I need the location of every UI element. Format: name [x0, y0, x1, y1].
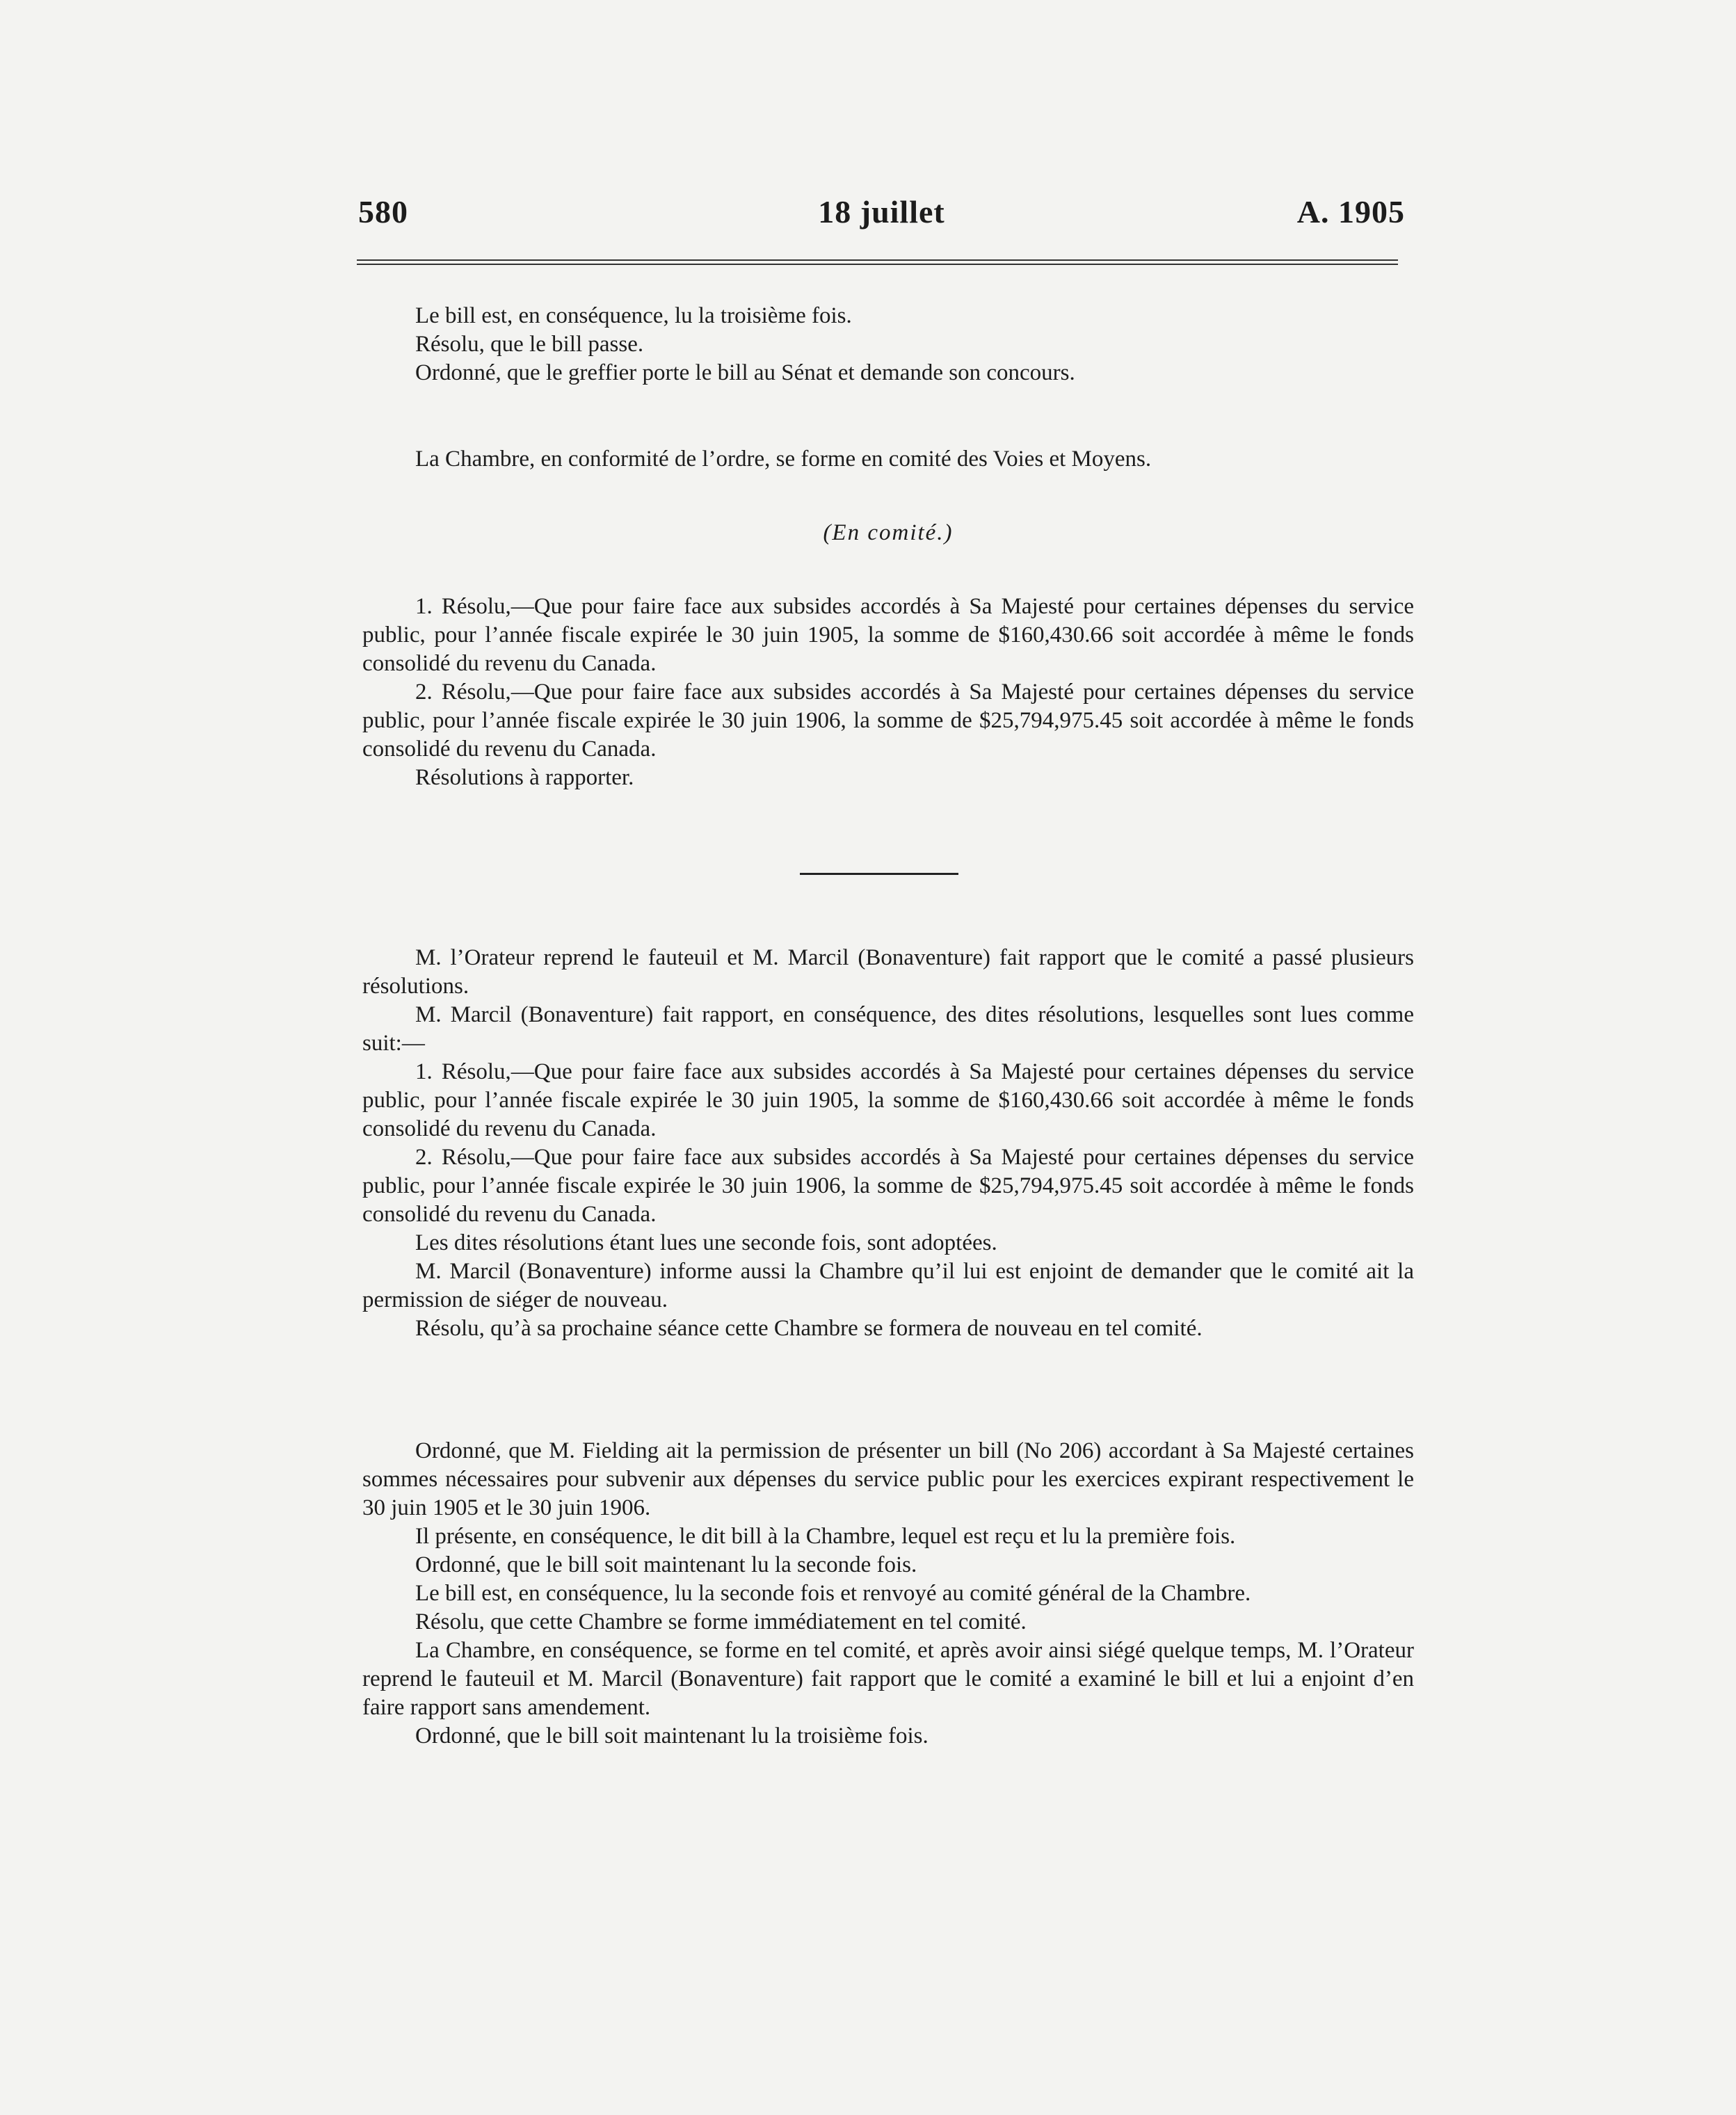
header-year: A. 1905 — [1296, 194, 1405, 230]
paragraph: 1. Résolu,—Que pour faire face aux subsides accordés à Sa Majesté pour certaines dépenses du service public, pour l’année fiscale expirée le 30 juin 1905, la somme de $160,430.66 soit accordée à même le fonds consolidé du revenu du Canada. — [362, 1059, 1414, 1141]
paragraph: Le bill est, en conséquence, lu la seconde fois et renvoyé au comité général de la Chambre. — [415, 1581, 1251, 1606]
paragraph: Ordonné, que le greffier porte le bill au Sénat et demande son concours. — [415, 360, 1075, 385]
paragraph: Résolutions à rapporter. — [415, 765, 634, 790]
paragraph: Ordonné, que le bill soit maintenant lu la seconde fois. — [415, 1552, 917, 1577]
section-divider — [800, 873, 958, 875]
paragraph: 2. Résolu,—Que pour faire face aux subsides accordés à Sa Majesté pour certaines dépenses du service public, pour l’année fiscale expirée le 30 juin 1906, la somme de $25,794,975.45 soit accordée à même le fonds consolidé du revenu du Canada. — [362, 679, 1414, 762]
paragraph: Ordonné, que M. Fielding ait la permission de présenter un bill (No 206) accordant à Sa Majesté certaines sommes nécessaires pour subvenir aux dépenses du service public pour les exercices expirant respectivement le 30 juin 1905 et le 30 juin 1906. — [362, 1438, 1414, 1520]
paragraph: Résolu, qu’à sa prochaine séance cette Chambre se formera de nouveau en tel comité. — [415, 1316, 1203, 1341]
paragraph: M. l’Orateur reprend le fauteuil et M. Marcil (Bonaventure) fait rapport que le comité a passé plusieurs résolutions. — [362, 945, 1414, 999]
paragraph: Résolu, que cette Chambre se forme immédiatement en tel comité. — [415, 1609, 1027, 1634]
paragraph: M. Marcil (Bonaventure) fait rapport, en conséquence, des dites résolutions, lesquelles sont lues comme suit:— — [362, 1002, 1414, 1056]
committee-resolutions-section — [362, 593, 1414, 792]
page-number: 580 — [358, 194, 408, 230]
paragraph: M. Marcil (Bonaventure) informe aussi la Chambre qu’il lui est enjoint de demander que le comité ait la permission de siéger de nouveau. — [362, 1259, 1414, 1312]
paragraph: 2. Résolu,—Que pour faire face aux subsides accordés à Sa Majesté pour certaines dépenses du service public, pour l’année fiscale expirée le 30 juin 1906, la somme de $25,794,975.45 soit accordée à même le fonds consolidé du revenu du Canada. — [362, 1145, 1414, 1227]
paragraph: Les dites résolutions étant lues une seconde fois, sont adoptées. — [415, 1230, 997, 1255]
paragraph: Le bill est, en conséquence, lu la troisième fois. — [415, 303, 852, 328]
paragraph: Ordonné, que le bill soit maintenant lu la troisième fois. — [415, 1723, 929, 1748]
report-section — [362, 944, 1414, 1343]
header-date: 18 juillet — [818, 194, 945, 230]
committee-heading: (En comité.) — [823, 520, 954, 545]
paragraph: 1. Résolu,—Que pour faire face aux subsides accordés à Sa Majesté pour certaines dépenses du service public, pour l’année fiscale expirée le 30 juin 1905, la somme de $160,430.66 soit accordée à même le fonds consolidé du revenu du Canada. — [362, 594, 1414, 676]
third-reading-section — [362, 302, 1414, 387]
supply-bill-section — [362, 1437, 1414, 1751]
page-header — [358, 193, 1405, 242]
committee-formation-section — [362, 445, 1414, 474]
paragraph: Résolu, que le bill passe. — [415, 332, 644, 357]
paragraph: La Chambre, en conséquence, se forme en tel comité, et après avoir ainsi siégé quelque temps, M. l’Orateur reprend le fauteuil et M. Marcil (Bonaventure) fait rapport que le comité a examiné le bill et lui a enjoint d’en faire rapport sans amendement. — [362, 1638, 1414, 1720]
paragraph: Il présente, en conséquence, le dit bill à la Chambre, lequel est reçu et lu la première fois. — [415, 1524, 1236, 1549]
header-rule — [357, 259, 1398, 265]
paragraph: La Chambre, en conformité de l’ordre, se forme en comité des Voies et Moyens. — [415, 447, 1152, 472]
